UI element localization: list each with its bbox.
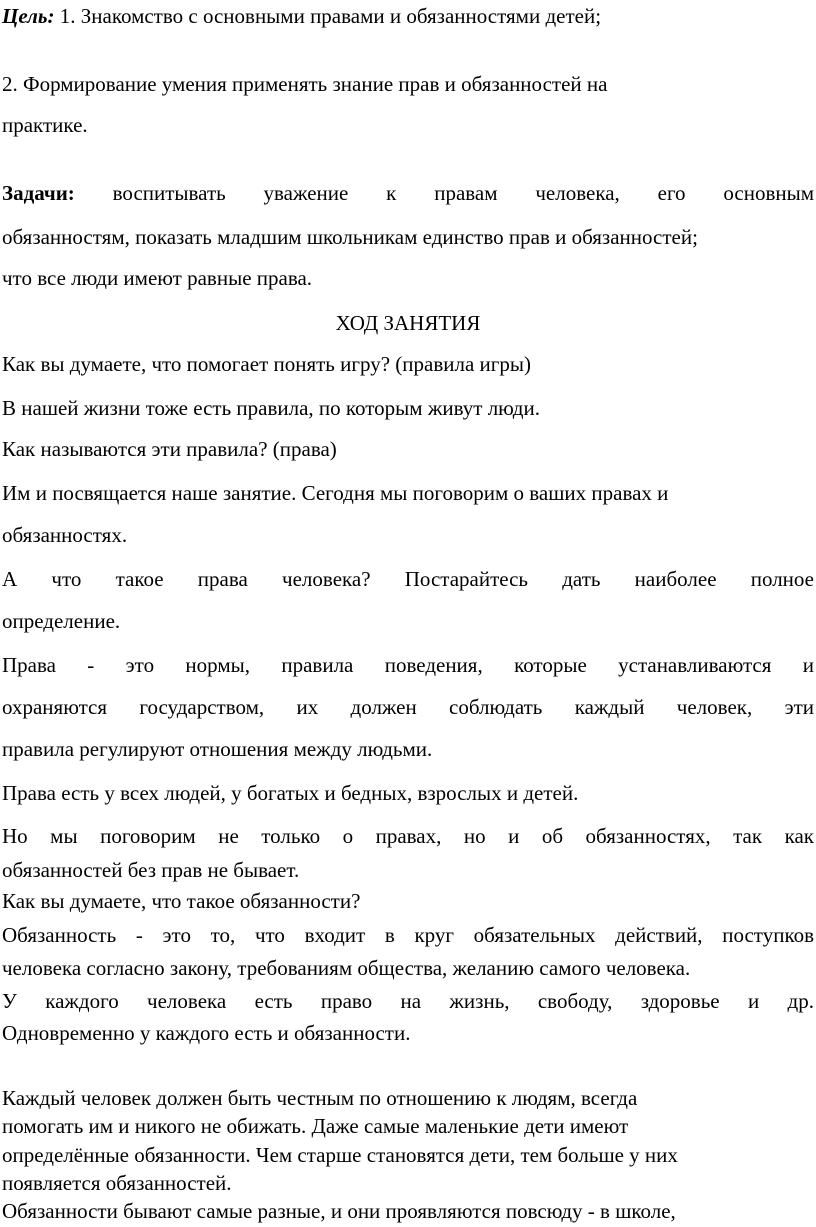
goal-line-2: 2. Формирование умения применять знание прав и обязанностей на bbox=[2, 72, 608, 96]
paragraph-line: обязанностях. bbox=[2, 523, 128, 547]
goal-line-3: практике. bbox=[2, 113, 88, 137]
paragraph-line: Каждый человек должен быть честным по отношению к людям, всегда bbox=[2, 1086, 638, 1110]
paragraph-line: Одновременно у каждого есть и обязанности. bbox=[2, 1021, 411, 1045]
paragraph-line: Им и посвящается наше занятие. Сегодня мы поговорим о ваших правах и bbox=[2, 481, 669, 505]
paragraph-line: определение. bbox=[2, 609, 121, 633]
goal-text-1: 1. Знакомство с основными правами и обязанностями детей; bbox=[54, 4, 602, 28]
goal-line-1 bbox=[2, 3, 814, 29]
paragraph-line: определённые обязанности. Чем старше становятся дети, тем больше у них bbox=[2, 1143, 678, 1167]
paragraph-line: правила регулируют отношения между людьми. bbox=[2, 737, 433, 761]
tasks-text-1: воспитывать уважение к правам человека, его основным bbox=[112, 181, 814, 205]
paragraph-line: Обязанности бывают самые разные, и они проявляются повсюду - в школе, bbox=[2, 1199, 676, 1223]
paragraph-line: А что такое права человека? Постарайтесь дать наиболее полное bbox=[2, 567, 814, 591]
paragraph-line: У каждого человека есть право на жизнь, свободу, здоровье и др. bbox=[2, 989, 814, 1013]
goal-label: Цель: bbox=[2, 4, 55, 28]
paragraph-line: Но мы поговорим не только о правах, но и об обязанностях, так как bbox=[2, 824, 814, 848]
paragraph-line: Как вы думаете, что такое обязанности? bbox=[2, 889, 361, 913]
paragraph-line: Права есть у всех людей, у богатых и бедных, взрослых и детей. bbox=[2, 781, 579, 805]
paragraph-line: В нашей жизни тоже есть правила, по которым живут люди. bbox=[2, 396, 540, 420]
tasks-line-2: обязанностям, показать младшим школьникам единство прав и обязанностей; bbox=[2, 225, 698, 249]
paragraph-line: Как называются эти правила? (права) bbox=[2, 437, 337, 461]
paragraph-line: Права - это нормы, правила поведения, которые устанавливаются и bbox=[2, 653, 814, 677]
tasks-line-3: что все люди имеют равные права. bbox=[2, 266, 313, 290]
paragraph-line: помогать им и никого не обижать. Даже самые маленькие дети имеют bbox=[2, 1114, 629, 1138]
tasks-label: Задачи: bbox=[2, 181, 75, 205]
paragraph-line: появляется обязанностей. bbox=[2, 1171, 232, 1195]
paragraph-line: охраняются государством, их должен соблюдать каждый человек, эти bbox=[2, 695, 814, 719]
paragraph-line: обязанностей без прав не бывает. bbox=[2, 858, 300, 882]
paragraph-line: человека согласно закону, требованиям общества, желанию самого человека. bbox=[2, 956, 691, 980]
tasks-line-1 bbox=[2, 180, 814, 206]
section-heading: ХОД ЗАНЯТИЯ bbox=[335, 311, 481, 335]
paragraph-line: Как вы думаете, что помогает понять игру? (правила игры) bbox=[2, 352, 531, 376]
paragraph-line: Обязанность - это то, что входит в круг обязательных действий, поступков bbox=[2, 923, 814, 947]
